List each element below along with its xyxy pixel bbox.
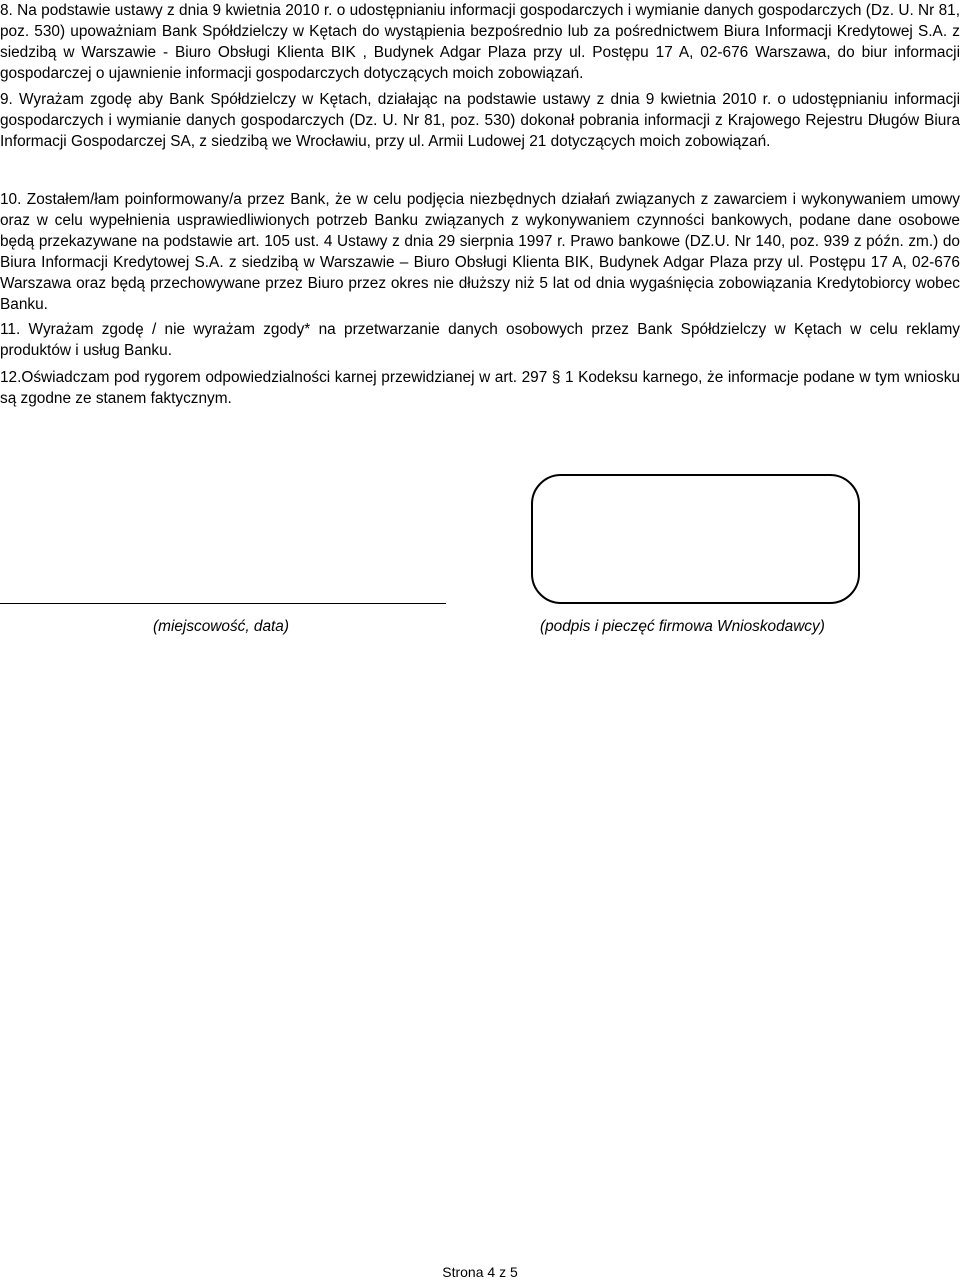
clause-8-paragraph: 8. Na podstawie ustawy z dnia 9 kwietnia 2010 r. o udostępnianiu informacji gospodarczych i wymianie danych gospodarczych (Dz. U. Nr 81, poz. 530) upoważniam Bank Spółdzielczy w Kętach do wystąpienia bezpośrednio lub za pośrednictwem Biura Informacji Kredytowej S.A. z siedzibą w Warszawie - Biuro Obsługi Klienta BIK , Budynek Adgar Plaza przy ul. Postępu 17 A, 02-676 Warszawa, do biur informacji gospodarczej o ujawnienie informacji gospodarczych dotyczących moich zobowiązań. bbox=[0, 2, 960, 82]
page-number: Strona 4 z 5 bbox=[442, 1264, 518, 1280]
clause-10-paragraph: 10. Zostałem/łam poinformowany/a przez Bank, że w celu podjęcia niezbędnych działań związanych z zawarciem i wykonywaniem umowy oraz w celu wypełnienia usprawiedliwionych potrzeb Banku związanych z wykonywaniem czynności bankowych, podane dane osobowe będą przekazywane na podstawie art. 105 ust. 4 Ustawy z dnia 29 sierpnia 1997 r. Prawo bankowe (DZ.U. Nr 140, poz. 939 z późn. zm.) do Biura Informacji Kredytowej S.A. z siedzibą w Warszawie – Biuro Obsługi Klienta BIK, Budynek Adgar Plaza przy ul. Postępu 17 A, 02-676 Warszawa oraz będą przechowywane przez Biuro przez okres nie dłuższy niż 5 lat od dnia wygaśnięcia zobowiązania Kredytobiorcy wobec Banku. bbox=[0, 191, 960, 313]
clause-12-paragraph: 12.Oświadczam pod rygorem odpowiedzialności karnej przewidzianej w art. 297 § 1 Kodeksu karnego, że informacje podane w tym wniosku są zgodne ze stanem faktycznym. bbox=[0, 369, 960, 407]
signature-caption: (podpis i pieczęć firmowa Wnioskodawcy) bbox=[540, 618, 825, 635]
place-date-line bbox=[0, 603, 446, 604]
signature-stamp-box bbox=[531, 474, 860, 604]
place-date-caption: (miejscowość, data) bbox=[153, 618, 289, 635]
clause-11-paragraph: 11. Wyrażam zgodę / nie wyrażam zgody* na przetwarzanie danych osobowych przez Bank Spółdzielczy w Kętach w celu reklamy produktów i usług Banku. bbox=[0, 321, 960, 359]
clause-9-paragraph: 9. Wyrażam zgodę aby Bank Spółdzielczy w Kętach, działając na podstawie ustawy z dnia 9 kwietnia 2010 r. o udostępnianiu informacji gospodarczych i wymianie danych gospodarczych (Dz. U. Nr 81, poz. 530) dokonał pobrania informacji z Krajowego Rejestru Długów Biura Informacji Gospodarczej SA, z siedzibą we Wrocławiu, przy ul. Armii Ludowej 21 dotyczących moich zobowiązań. bbox=[0, 91, 960, 150]
